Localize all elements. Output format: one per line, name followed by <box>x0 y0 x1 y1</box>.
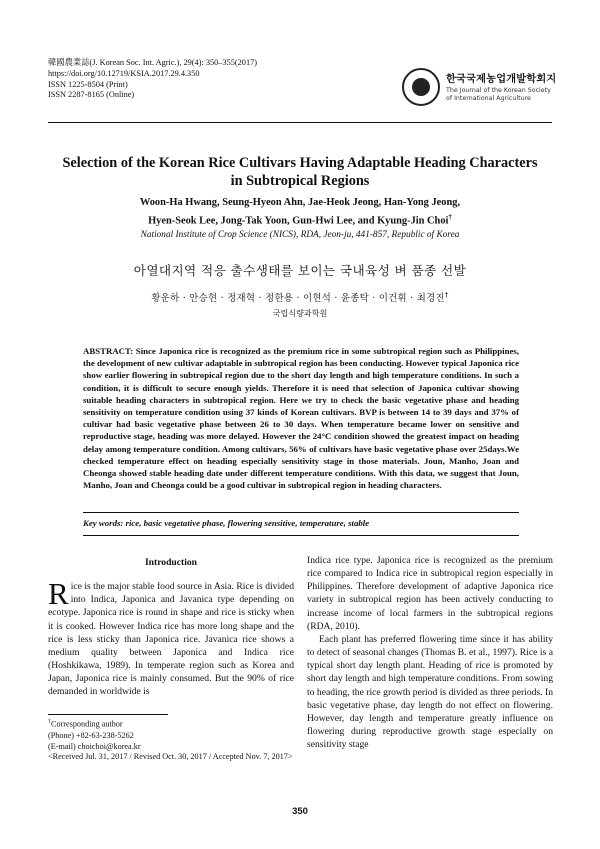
society-seal-icon <box>402 68 440 106</box>
society-english-line2: of International Agriculture <box>446 95 531 102</box>
keywords-text: rice, basic vegetative phase, flowering sensitive, temperature, stable <box>125 518 370 528</box>
keywords-block <box>83 518 519 528</box>
authors-line-1: Woon-Ha Hwang, Seung-Hyeon Ahn, Jae-Heok Jeong, Han-Yong Jeong, <box>139 197 461 208</box>
journal-citation: 韓國農業誌(J. Korean Soc. Int. Agric.), 29(4): 350–355(2017) <box>48 58 258 67</box>
issn-print: ISSN 1225-8504 (Print) <box>48 79 128 89</box>
keywords-label: Key words: <box>83 518 124 528</box>
journal-header-info <box>48 58 257 101</box>
intro-paragraph-1-continued: Indica rice type. Japonica rice is recognized as the premium rice compared to Indica rice in subtropical region especially in Philippines. Therefore development of adaptive Japonica rice variety in subtropical region has been actively conducting to increase income of local farmers in the subtropical regions (RDA, 2010). <box>307 555 553 632</box>
title-line-2: in Subtropical Regions <box>230 173 370 189</box>
footnote-divider <box>48 714 168 715</box>
footnote-block <box>48 717 308 763</box>
intro-paragraph-1-text: ice is the major stable food source in Asia. Rice is divided into Indica, Japonica and Javanica type depending on ecotype. Japonica rice is round in shape and rice is sticky when it is cooked. However Indica rice has more long shape and the rice is less sticky than Japonica rice. Javanica rice shows a medium quality between Japonica and Indica rice (Hoshkikawa, 1989). In temperate region such as Korea and Japan, Japonica rice is mainly consumed. But the 90% of rice demanded in worldwide is <box>48 581 294 698</box>
doi-link[interactable]: https://doi.org/10.12719/KSIA.2017.29.4.350 <box>48 68 200 78</box>
authors-line-2 <box>40 210 560 228</box>
corresponding-mark: † <box>448 213 452 221</box>
korean-affiliation: 국립식량과학원 <box>272 308 328 318</box>
issn-online: ISSN 2287-8165 (Online) <box>48 90 135 100</box>
footnote-corresponding <box>48 717 308 731</box>
abstract-label: ABSTRACT: <box>83 346 134 356</box>
keywords-divider-bottom <box>83 535 519 536</box>
header-divider <box>48 122 552 123</box>
footnote-corresponding-text: Corresponding author <box>51 719 123 729</box>
society-logo-block <box>402 68 562 112</box>
article-title <box>40 154 560 190</box>
korean-title: 아열대지역 적응 출수생태를 보이는 국내육성 벼 품종 선발 <box>133 263 467 278</box>
section-heading-introduction: Introduction <box>144 557 198 568</box>
title-line-1: Selection of the Korean Rice Cultivars Having Adaptable Heading Characters <box>62 155 538 171</box>
body-column-left <box>48 554 294 699</box>
society-name-english <box>446 87 551 103</box>
footnote-mark: † <box>48 719 51 725</box>
abstract-text: Since Japonica rice is recognized as the premium rice in some subtropical region such as Philippines, the development of new cultivar adaptable in subtropical region has been conducting. However typical Japonica rice show earlier flowering in subtropical region due to the short day length and high temperature conditions. In such a condition, it is difficult to secure enough yields. Therefore it is need that selection of Japonica cultivar showing suitable heading characters in subtropical region. Here we try to check the basic vegetative phase and heading sensitivity on temperature condition using 37 kinds of Korean cultivars. BVP is between 14 to 39 days and 37% of cultivar had basic vegetative phase between 26 to 30 days. When temperature became lower on sensitive and reproductive stage, heading was more delayed. However the 24°C condition showed the greatest impact on heading delay among temperature condition. Among cultivars, 56% of cultivars have basic vegetative phase over 25days.We checked temperature effect on heading especially sensitivity stage in those materials. Joun, Manho, Joan and Cheonga showed stable heading date under different temperature conditions. With this data, we suggest that Joun, Manho, Joan and Cheonga could be a good cultivar in subtropical region in heading characters. <box>83 346 519 491</box>
abstract-block <box>83 345 519 491</box>
footnote-email: (E-mail) choichoi@korea.kr <box>48 741 141 751</box>
korean-corresponding-mark: † <box>444 290 449 299</box>
korean-author-list <box>40 290 560 304</box>
society-name-korean: 한국국제농업개발학회지 <box>446 74 557 85</box>
drop-cap-letter: R <box>48 576 69 612</box>
body-column-right <box>307 554 553 751</box>
korean-authors-text: 황운하 · 안승현 · 정재혁 · 정한용 · 이현석 · 윤종탁 · 이건휘 · 최경진 <box>151 293 445 304</box>
society-english-line1: The Journal of the Korean Society <box>446 87 551 94</box>
authors-line-2-text: Hyen-Seok Lee, Jong-Tak Yoon, Gun-Hwi Lee, and Kyung-Jin Choi <box>148 215 449 227</box>
page-number: 350 <box>292 806 308 817</box>
author-list <box>40 196 560 228</box>
author-affiliation: National Institute of Crop Science (NICS), RDA, Jeon-ju, 441-857, Republic of Korea <box>140 230 460 240</box>
footnote-received-dates: <Received Jul. 31, 2017 / Revised Oct. 30, 2017 / Accepted Nov. 7, 2017> <box>48 752 293 762</box>
footnote-phone: (Phone) +82-63-238-5262 <box>48 730 134 740</box>
keywords-divider-top <box>83 512 519 513</box>
intro-paragraph-1 <box>48 576 294 698</box>
intro-paragraph-2: Each plant has preferred flowering time since it has ability to detect of seasonal changes (Thomas B. et al., 1997). Rice is a typical short day length plant. Heading of rice is promoted by short day length and high temperature conditions. From sowing to heading, the rice growth period is divided as three periods. In basic vegetative phase, day length do not effect on flowering. However, day length and temperature greatly influence on flowering during reproductive growth stage especially on sensitivity stage <box>307 633 553 751</box>
